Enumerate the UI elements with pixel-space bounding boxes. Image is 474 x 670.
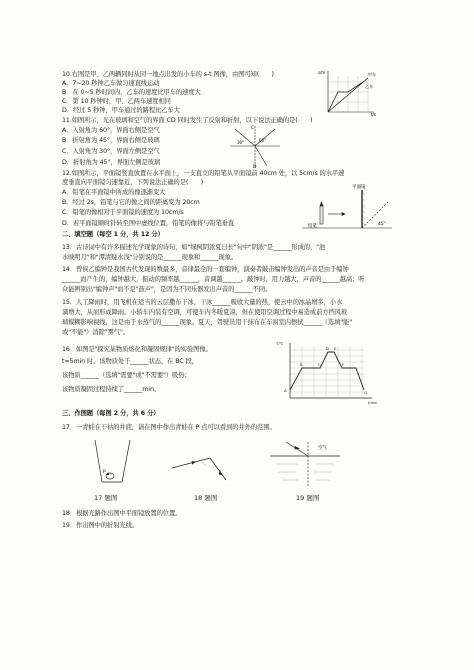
point-c: C [318,362,321,367]
q13-line-1: 13．古诗词中有许多描述光学现象的诗句，如"绿树阴浓夏日长"句中"阴浓"是______形成的，"池 [62,244,326,251]
q10-option-a: A．7~20 秒钟乙车做匀速直线运动 [62,80,160,87]
section-2-heading: 二、填空题（每空 1 分，共 12 分） [62,231,164,238]
fig17-well [90,438,135,490]
q15-line-4: 或"不能"）消除"雾气"。 [62,329,129,336]
q16-line-2: t=5min 时，该物质处于______状态，在 BC 段， [62,358,198,365]
q11-option-c: C．入射角为 30°，界面左侧是空气 [62,148,160,155]
q10-stem: 10.右图是甲、乙两辆同时从同一地点出发的小车的 s-t 图像，由图可知( ) [62,71,274,78]
q11-refraction-figure [225,124,285,169]
point-f: F [342,362,345,367]
fig-angle-30: 30° [237,140,245,145]
q10-option-d: D．经过 5 秒钟，甲车通过的路程比乙车大 [62,107,180,114]
fig19-caption: 19 题图 [296,494,320,502]
q11-option-d: D．折射角为 45°，界面左侧是玻璃 [62,159,161,166]
q10-option-c: C．第 10 秒钟时，甲、乙两车速度相同 [62,98,171,105]
section-3-heading: 三、作图题（每图 2 分，共 6 分） [62,410,160,417]
graph-series-jia: 甲车 [368,72,376,77]
q16-temperature-graph [268,338,388,408]
q12-mirror-figure [300,184,395,232]
point-d: D [326,346,329,351]
fig18-light-path [170,440,230,486]
point-e: E [334,346,337,351]
fig-angle-60: 60° [259,138,267,143]
q15-line-2: 滴增大，从而形成降雨。小轿车内装有空调，可使车内冬暖夏凉，但在使用空调过程中易造成前方挡风玻 [62,309,348,316]
point-g: G [364,390,367,395]
fig18-caption: 18 题图 [194,494,218,502]
q15-line-3: 璃模糊影响视线，这是由于水蒸气的______现象。夏天，驾驶员用干抹布在车窗室内擦拭______（选填"能" [62,319,353,326]
fig19-refraction [268,438,348,490]
graph-x-label: t/min [368,401,378,405]
q12-option-a: A．铅笔在平面镜中所成的像逐渐变大 [62,189,166,196]
q11-option-a: A．入射角为 60°，界面右侧是空气 [62,127,160,134]
graph-y-label: s/m [318,70,326,75]
fig-label-angle: 45° [378,222,386,227]
q12-option-d: D．若平面镜顺时针转至图中虚线位置，铅笔的像将与铅笔垂直 [62,220,235,227]
point-b: B [300,362,303,367]
q16-line-4: 该物质凝固过程持续了______min。 [62,386,161,393]
fig17-point-p: P [103,470,106,475]
q10-st-graph [318,66,378,116]
fig-label-pencil: 铅笔 [308,224,317,229]
fig-label-mirror: 平面镜 [352,185,366,190]
q16-line-1: 16．如图是"探究某物质熔化和凝固规律"的实验图像。 [62,346,212,353]
q11-option-b: B．折射角为 45°，界面右侧是玻璃 [62,137,160,144]
q14-line-3: 众能辨别出"编钟声"而不是"鼓声"，是因为不同乐器发出声音的______不同。 [62,286,272,293]
q16-line-3: 该物质______（选填"需要"或"不需要"）吸热； [62,372,191,379]
q17-line-1: 17．一青蛙在干枯的井底，请在图中作出青蛙在 P 点可以看到的井外的范围。 [62,424,276,431]
point-a: A [284,388,287,393]
graph-curve [290,352,364,390]
q15-line-1: 15．人工降雨时，用飞机在适当的云层撒布干冰，干冰______吸收大量的热，使云中的冰晶增多，小水 [62,299,343,306]
q11-stem: 11.如图所示，光在玻璃和空气的界面 CD 同时发生了反射和折射，以下说法正确的是( ) [62,117,313,124]
q12-option-c: C．铅笔的像相对于平面镜的速度为 10cm/s [62,209,184,216]
q18-line: 18．根据光路作出图中平面镜放置的位置。 [62,510,182,517]
q19-line: 19．作出图中的折射光线。 [62,522,138,529]
q12-stem-1: 12.如图所示，平面镜竖直放置在水平面上，一支直立的铅笔从平面镜前 40cm 处，以 5cm/s 的水平速 [62,170,345,177]
fig19-label-air: 空气 [318,446,327,451]
q14-line-2: ______而产生的，编钟越大，振动的频率越______，音调越______。敲钟时，用力越大，声音的______越高；听 [62,276,365,283]
fig-label-c: C [251,126,255,131]
graph-x-label: t/s [371,112,376,117]
q10-option-b: B．在 0~5 秒时间内，乙车的速度比甲车的速度大 [62,89,201,96]
fig-label-d: D [253,165,257,170]
q13-line-2: 水映明月"和"潭清疑水浅"分别说的是______现象和______现象。 [62,254,238,261]
q12-option-b: B．经过 2s，铅笔与它的像之间的距离变为 20cm [62,199,200,206]
graph-series-yi: 乙车 [365,84,373,89]
q12-stem-2: 度垂直向平面镜匀速靠近，下列说法正确的是( ) [62,179,204,186]
fig17-caption: 17 题图 [94,494,118,502]
graph-y-label: T/℃ [276,342,284,346]
q14-line-1: 14．曾侯乙编钟是我国古代发现的数最多，音律最全的一套编钟，演奏者敲击编钟发出的声音是由于编钟 [62,266,349,273]
